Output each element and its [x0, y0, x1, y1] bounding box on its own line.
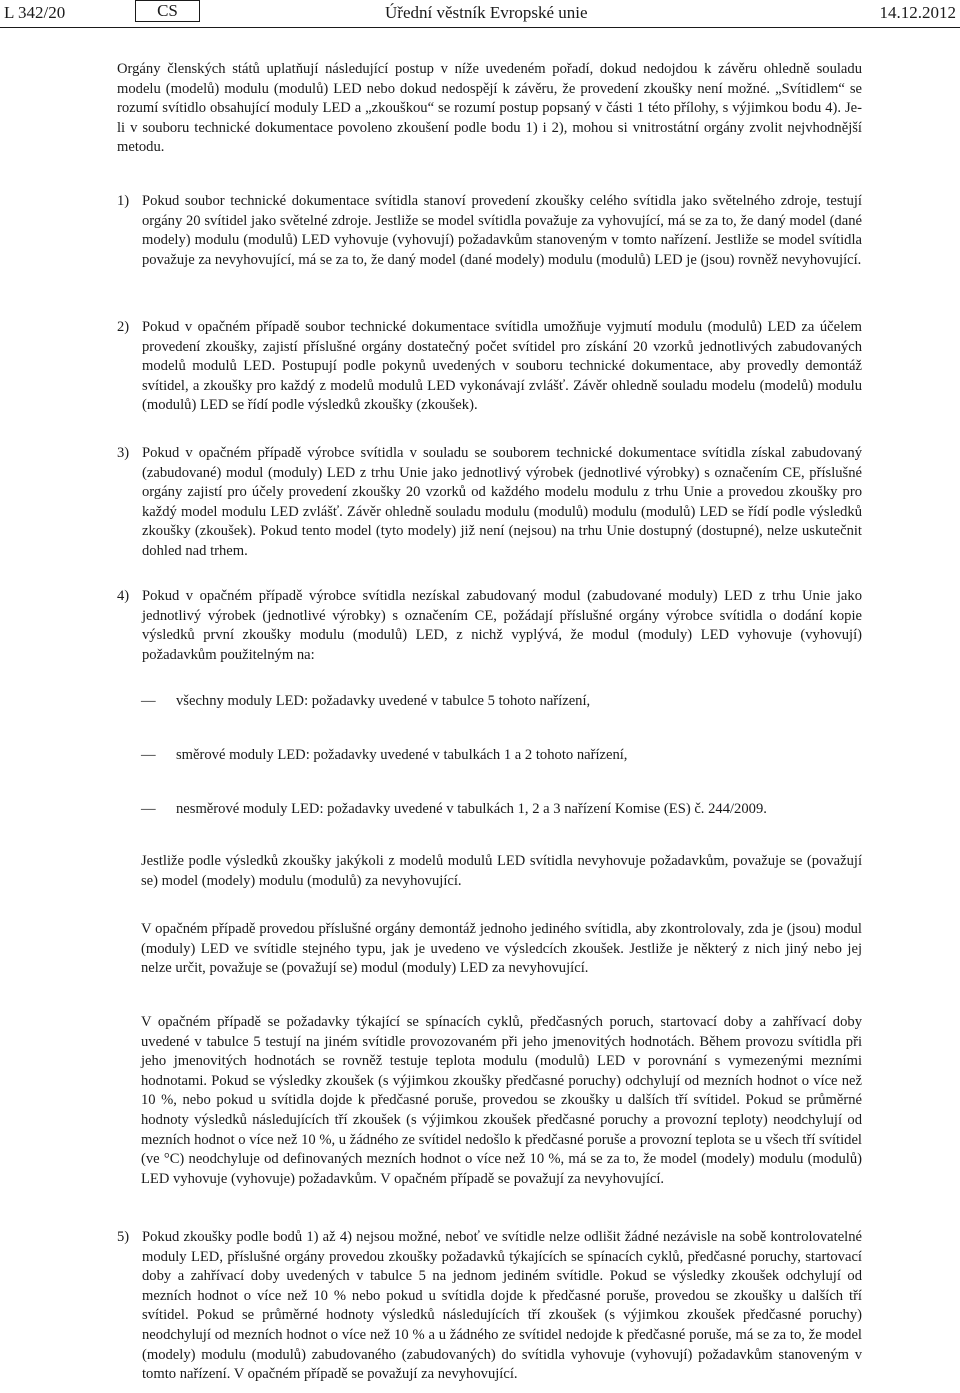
dash-item-3	[141, 800, 862, 820]
item-number: 2)	[117, 319, 130, 335]
numbered-item-4	[117, 587, 862, 665]
numbered-item-1	[117, 192, 862, 270]
dash-mark: —	[141, 693, 156, 709]
item-number: 4)	[117, 588, 130, 604]
dash-mark: —	[141, 801, 156, 817]
dash-item-2	[141, 746, 862, 766]
item-text: Pokud v opačném případě výrobce svítidla nezískal zabudovaný modul (zabudované moduly) LED z trhu Unie jako jednotlivý výrobek (jednotlivé výrobky) s označením CE, požádají příslušné orgány výrobce svítidla o dodání kopie výsledků první zkoušky modulu (modulů) LED, z nichž vyplývá, že modul (moduly) LED vyhovuje (vyhovují) požadavkům použitelným na:	[142, 588, 862, 663]
item-number: 1)	[117, 193, 130, 209]
dash-text: směrové moduly LED: požadavky uvedené v tabulkách 1 a 2 tohoto nařízení,	[176, 747, 628, 763]
dash-text: všechny moduly LED: požadavky uvedené v tabulce 5 tohoto nařízení,	[176, 693, 591, 709]
dash-item-1	[141, 692, 862, 712]
item-text: Pokud v opačném případě soubor technické dokumentace svítidla umožňuje vyjmutí modulu (modulů) LED za účelem provedení zkoušky, zajistí příslušné orgány dostatečný počet svítidel pro získání 20 vzorků jednotlivých zabudovaných modelů modulů LED. Postupují podle pokynů uvedených v souboru technické dokumentace, aby provedly demontáž svítidel, a zkoušky pro každý z modelů modulů LED vykonávají zvlášť. Závěr ohledně souladu modelu (modelů) modulu (modulů) LED se řídí podle výsledků zkoušky (zkoušek).	[142, 319, 862, 414]
item-text: Pokud soubor technické dokumentace svítidla stanoví provedení zkoušky celého svítidla jako světelného zdroje, testují orgány 20 svítidel jako světelné zdroje. Jestliže se model svítidla považuje za vyhovující, má se za to, že daný model (dané modely) modulu (modulů) LED vyhovuje (vyhovují) požadavkům stanoveným v tomto nařízení. Jestliže se model svítidla považuje za nevyhovující, má se za to, že daný model (dané modely) modulu (modulů) LED je (jsou) rovněž nevyhovující.	[142, 193, 862, 268]
header-divider	[0, 27, 960, 28]
page-reference: L 342/20	[4, 3, 66, 22]
numbered-item-2	[117, 318, 862, 416]
intro-paragraph: Orgány členských států uplatňují následující postup v níže uvedeném pořadí, dokud nedojdou k závěru ohledně souladu modelu (modelů) modulu (modulů) LED nebo dokud nedospějí k závěru, že provedení zkoušky není možné. „Svítidlem“ se rozumí svítidlo obsahující moduly LED a „zkouškou“ se rozumí postup popsaný v části 1 této přílohy, s výjimkou bodu 4). Je-li v souboru technické dokumentace povoleno zkoušení podle bodu 1) i 2), mohou si vnitrostátní orgány zvolit nejvhodnější metodu.	[117, 61, 862, 156]
dash-text: nesměrové moduly LED: požadavky uvedené v tabulkách 1, 2 a 3 nařízení Komise (ES) č. 244/2009.	[176, 801, 767, 817]
publication-date: 14.12.2012	[879, 3, 956, 22]
page-header	[0, 0, 960, 26]
sub-paragraph-3: V opačném případě se požadavky týkající se spínacích cyklů, předčasných poruch, startovací doby a zahřívací doby uvedené v tabulce 5 testují na jiném svítidle provozovaném při jeho jmenovitých hodnotách. Během provozu svítidla při jeho jmenovitých hodnotách se rovněž testuje teplota modulu (modulů) LED v porovnání s vymezenými mezními hodnotami. Pokud se výsledky zkoušek (s výjimkou zkoušky předčasné poruchy) odchylují od mezních hodnot o více než 10 %, nebo pokud u svítidla dojde k předčasné poruše, provedou se zkoušky u dalších tří svítidel. Pokud se průměrné hodnoty výsledků následujících tří zkoušek (s výjimkou zkoušek předčasné poruchy a provozní teploty) neodchylují od mezních hodnot o více než 10 %, u žádného ze svítidel nedošlo k předčasné poruše a provozní teplota se u všech tří svítidel (ve °C) neodchyluje od definovaných mezních hodnot o více než 10 %, má se za to, že model (modely) modulu (modulů) LED vyhovuje (vyhovuje) požadavkům. V opačném případě se považují za nevyhovující.	[141, 1014, 862, 1187]
item-number: 5)	[117, 1229, 130, 1245]
numbered-item-5	[117, 1228, 862, 1385]
journal-title: Úřední věstník Evropské unie	[385, 3, 588, 22]
item-text: Pokud zkoušky podle bodů 1) až 4) nejsou možné, neboť ve svítidle nelze odlišit žádné nezávisle na sobě kontrolovatelné moduly LED, příslušné orgány provedou zkoušky požadavků týkajících se spínacích cyklů, předčasné poruchy, startovací doby a zahřívací doby uvedených v tabulce 5 na jednom jediném svítidle. Pokud se výsledky zkoušek odchylují od mezních hodnot o více než 10 % nebo pokud u svítidla dojde k předčasné poruše, provedou se zkoušky u dalších tří svítidel. Pokud se průměrné hodnoty výsledků následujících tří zkoušek (s výjimkou zkoušek předčasné poruchy) neodchylují od mezních hodnot o více než 10 % a u žádného ze svítidel nedojde k předčasné poruše, má se za to, že model (modely) modulu (modulů) zabudovaného (zabudovaných) do svítidla vyhovuje (vyhovují) požadavkům stanoveným v tomto nařízení. V opačném případě se považují za nevyhovující.	[142, 1229, 862, 1383]
item-number: 3)	[117, 445, 130, 461]
numbered-item-3	[117, 444, 862, 562]
language-code-badge: CS	[135, 0, 200, 22]
item-text: Pokud v opačném případě výrobce svítidla v souladu se souborem technické dokumentace svítidla získal zabudovaný (zabudované) modul (moduly) LED z trhu Unie jako jednotlivý výrobek (jednotlivé výrobky) s označením CE, příslušné orgány zajistí pro účely provedení zkoušky 20 vzorků od každého modelu modulu z trhu Unie a provedou zkoušky pro každý model modulu LED zvlášť. Závěr ohledně souladu modulu (modulů) modulu (modulů) LED se řídí podle výsledků zkoušky (zkoušek). Pokud tento model (tyto modely) již není (nejsou) na trhu Unie dostupný (dostupné), nelze uskutečnit dohled nad trhem.	[142, 445, 862, 559]
dash-mark: —	[141, 747, 156, 763]
sub-paragraph-1: Jestliže podle výsledků zkoušky jakýkoli z modelů modulů LED svítidla nevyhovuje požadavkům, považuje se (považují se) model (modely) modulu (modulů) za nevyhovující.	[141, 853, 862, 889]
sub-paragraph-2: V opačném případě provedou příslušné orgány demontáž jednoho jediného svítidla, aby zkontrolovaly, zda je (jsou) modul (moduly) LED ve svítidle stejného typu, jak je uvedeno ve výsledcích zkoušek. Jestliže je některý z nich jiný nebo jej nelze určit, považuje se (považují se) modul (moduly) LED za nevyhovující.	[141, 921, 862, 977]
